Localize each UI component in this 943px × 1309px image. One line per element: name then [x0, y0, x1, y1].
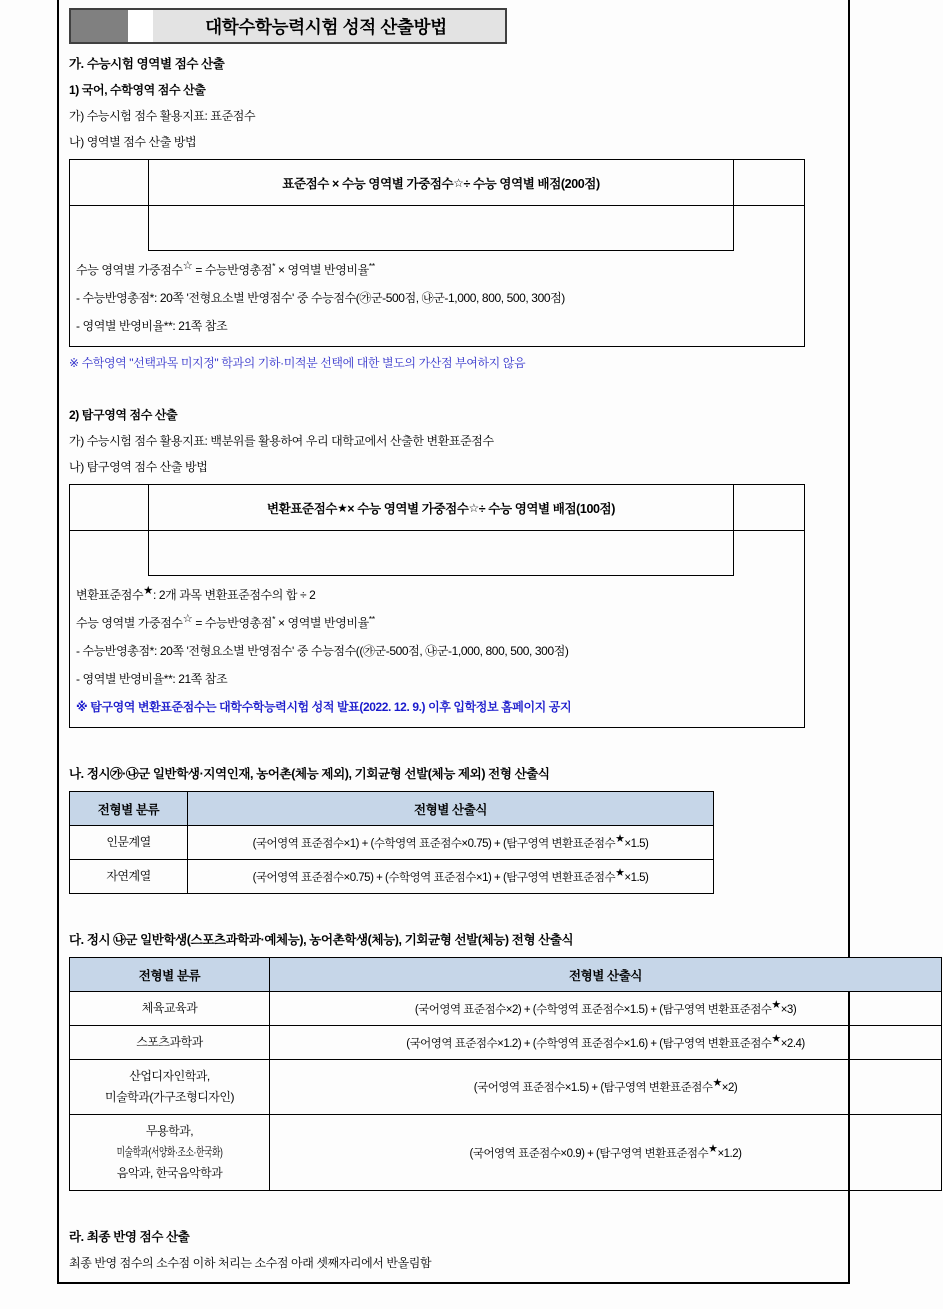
category-line: 산업디자인학과, — [129, 1069, 210, 1083]
table-section-b — [69, 791, 714, 894]
table-header-row — [70, 958, 942, 992]
formula-2-expression-post: ÷ 수능 영역별 배점(100점) — [478, 501, 615, 516]
document-content — [57, 0, 850, 1280]
formula-2-note-ratio: - 영역별 반영비율**: 21쪽 참조 — [76, 672, 228, 686]
formula-box-2-center-column — [149, 485, 734, 576]
formula-physical-education — [270, 992, 942, 1026]
formula-natural-sciences — [188, 860, 714, 894]
formula-box-1-right-cell-bottom — [734, 206, 804, 250]
formula-1-note-weighted-score — [76, 261, 798, 278]
formula-box-2-left-cell-bottom — [70, 531, 148, 575]
formula-box-2-left-column — [70, 485, 149, 576]
column-header-category: 전형별 분류 — [70, 792, 188, 826]
formula-box-1-grid — [70, 160, 804, 251]
formula-box-standard-score — [69, 159, 805, 347]
note-1-text-c: × 영역별 반영비율 — [275, 263, 369, 277]
formula-box-1-center-column — [149, 160, 734, 251]
note-0-text-a: 변환표준점수 — [76, 588, 144, 602]
formula-1-note-total-score: - 수능반영총점*: 20쪽 '전형요소별 반영점수' 중 수능점수(㉮군-500점, ㉯군-1,000, 800, 500, 300점) — [76, 291, 565, 305]
formula-2-expression-mid: × 수능 영역별 가중점수 — [347, 501, 469, 516]
double-asterisk-marker: ** — [368, 261, 375, 271]
formula-text-post: ×2.4) — [780, 1037, 805, 1050]
formula-design — [270, 1060, 942, 1115]
category-natural-sciences: 자연계열 — [70, 860, 188, 894]
formula-humanities — [188, 826, 714, 860]
note-2-text-a: 수능 영역별 가중점수 — [76, 616, 183, 630]
filled-star-icon: ★ — [615, 866, 625, 879]
page-title: 대학수학능력시험 성적 산출방법 — [205, 16, 447, 37]
converted-score-notice: ※ 탐구영역 변환표준점수는 대학수학능력시험 성적 발표(2022. 12. 9.) 이후 입학정보 홈페이지 공지 — [76, 700, 572, 714]
formula-text-pre: (국어영역 표준점수×1) + (수학영역 표준점수×0.75) + (탐구영역 변환표준점수 — [252, 837, 616, 850]
formula-box-2-notes — [70, 576, 804, 727]
heading-section-d: 라. 최종 반영 점수 산출 — [69, 1230, 190, 1244]
formula-box-2-grid — [70, 485, 804, 576]
document-title-banner — [69, 8, 507, 44]
formula-box-2-right-cell-top — [734, 485, 804, 531]
asterisk-marker: * — [272, 261, 276, 271]
sub1-method-line: 나) 영역별 점수 산출 방법 — [69, 135, 197, 149]
column-header-formula: 전형별 산출식 — [188, 792, 714, 826]
heading-section-c: 다. 정시 ㉯군 일반학생(스포츠과학과·예체능), 농어촌학생(체능), 기회균형 선발(체능) 전형 산출식 — [69, 933, 574, 947]
formula-box-1-center-cell-bottom — [149, 206, 733, 251]
formula-1-note-ratio: - 영역별 반영비율**: 21쪽 참조 — [76, 319, 228, 333]
heading-section-b: 나. 정시㉮·㉯군 일반학생·지역인재, 농어촌(체능 제외), 기회균형 선발(체능 제외) 전형 산출식 — [69, 767, 550, 781]
table-row — [70, 1115, 942, 1191]
formula-text-post: ×2) — [721, 1082, 738, 1094]
formula-1-expression-post: ÷ 수능 영역별 배점(200점) — [463, 176, 600, 191]
column-header-formula: 전형별 산출식 — [270, 958, 942, 992]
formula-text-pre: (국어영역 표준점수×0.75) + (수학영역 표준점수×1) + (탐구영역 변환표준점수 — [252, 871, 616, 884]
spacer — [69, 894, 838, 920]
category-line: 무용학과, — [145, 1124, 194, 1138]
formula-text-pre: (국어영역 표준점수×1.5) + (탐구영역 변환표준점수 — [473, 1082, 713, 1094]
title-color-swatch — [71, 10, 128, 42]
formula-text-post: ×1.2) — [717, 1147, 742, 1160]
category-line: 음악과, 한국음악학과 — [116, 1166, 223, 1180]
category-arts — [70, 1115, 270, 1191]
formula-arts — [270, 1115, 942, 1191]
category-design — [70, 1060, 270, 1115]
heading-section-a: 가. 수능시험 영역별 점수 산출 — [69, 57, 225, 71]
category-physical-education — [70, 992, 270, 1026]
sub2-method-line: 나) 탐구영역 점수 산출 방법 — [69, 460, 208, 474]
formula-2-note-total-score: - 수능반영총점*: 20쪽 '전형요소별 반영점수' 중 수능점수((㉮군-500점, ㉯군-1,000, 800, 500, 300점) — [76, 644, 569, 658]
hollow-star-icon: ☆ — [182, 613, 193, 625]
sub1-indicator-line: 가) 수능시험 점수 활용지표: 표준점수 — [69, 109, 256, 123]
formula-text-post: ×3) — [780, 1003, 797, 1016]
filled-star-icon: ★ — [708, 1142, 718, 1155]
spacer — [69, 371, 838, 397]
category-sports-science — [70, 1026, 270, 1060]
hollow-star-icon: ☆ — [182, 260, 193, 272]
final-score-rounding-text: 최종 반영 점수의 소수점 이하 처리는 소수점 아래 셋째자리에서 반올림함 — [69, 1256, 432, 1270]
table-section-c — [69, 957, 942, 1191]
filled-star-icon: ★ — [712, 1077, 722, 1090]
note-2-text-c: × 영역별 반영비율 — [275, 616, 369, 630]
note-1-text-a: 수능 영역별 가중점수 — [76, 263, 183, 277]
formula-text-pre: (국어영역 표준점수×0.9) + (탐구영역 변환표준점수 — [469, 1147, 709, 1160]
category-line-text: 미술학과(서양화·조소·한국화) — [116, 1145, 223, 1159]
table-row — [70, 1060, 942, 1115]
formula-2-expression-pre: 변환표준점수 — [267, 501, 338, 516]
formula-text-post: ×1.5) — [624, 871, 649, 884]
heading-sub-2: 2) 탐구영역 점수 산출 — [69, 408, 178, 422]
spacer — [69, 1191, 838, 1217]
spacer — [69, 728, 838, 754]
table-row — [70, 992, 942, 1026]
category-line-condensed — [72, 1142, 267, 1163]
asterisk-marker: * — [272, 614, 276, 624]
filled-star-icon: ★ — [615, 832, 625, 845]
note-1-text-b: = 수능반영총점 — [192, 263, 273, 277]
table-row — [70, 1026, 942, 1060]
heading-sub-1: 1) 국어, 수학영역 점수 산출 — [69, 83, 206, 97]
formula-box-1-right-column — [734, 160, 804, 251]
formula-box-converted-score — [69, 484, 805, 728]
formula-box-1-left-column — [70, 160, 149, 251]
table-row — [70, 860, 714, 894]
table-header-row — [70, 792, 714, 826]
category-humanities: 인문계열 — [70, 826, 188, 860]
formula-box-1-right-cell-top — [734, 160, 804, 206]
double-asterisk-marker: ** — [368, 614, 375, 624]
category-line: 체육교육과 — [141, 1001, 198, 1015]
formula-text-post: ×1.5) — [624, 837, 649, 850]
formula-box-1-left-cell-top — [70, 160, 148, 206]
filled-star-icon: ★ — [143, 585, 153, 597]
formula-box-2-right-column — [734, 485, 804, 576]
table-row — [70, 826, 714, 860]
category-line: 미술학과(가구조형디자인) — [104, 1090, 234, 1104]
formula-text-pre: (국어영역 표준점수×1.2) + (수학영역 표준점수×1.6) + (탐구영역 변환표준점수 — [406, 1037, 772, 1050]
category-line: 스포츠과학과 — [136, 1035, 203, 1049]
column-header-category: 전형별 분류 — [70, 958, 270, 992]
formula-box-2-center-cell-bottom — [149, 531, 733, 576]
math-elective-warning: ※ 수학영역 "선택과목 미지정" 학과의 기하·미적분 선택에 대한 별도의 가산점 부여하지 않음 — [69, 356, 526, 370]
formula-2-note-converted-definition — [76, 586, 798, 603]
note-2-text-b: = 수능반영총점 — [192, 616, 273, 630]
formula-text-pre: (국어영역 표준점수×2) + (수학영역 표준점수×1.5) + (탐구영역 변환표준점수 — [414, 1003, 772, 1016]
note-0-text-b: : 2개 과목 변환표준점수의 합 ÷ 2 — [152, 588, 316, 602]
formula-2-note-weighted-score — [76, 614, 798, 631]
filled-star-icon: ★ — [771, 1032, 781, 1045]
formula-box-1-notes — [70, 251, 804, 346]
formula-1-expression: 표준점수 × 수능 영역별 가중점수 ☆ ÷ 수능 영역별 배점(200점) — [149, 160, 733, 206]
sub2-indicator-line: 가) 수능시험 점수 활용지표: 백분위를 활용하여 우리 대학교에서 산출한 변환표준점수 — [69, 434, 494, 448]
formula-box-2-right-cell-bottom — [734, 531, 804, 575]
formula-sports-science — [270, 1026, 942, 1060]
formula-2-expression: 변환표준점수 ★ × 수능 영역별 가중점수 ☆ ÷ 수능 영역별 배점(100점) — [149, 485, 733, 531]
filled-star-icon: ★ — [771, 998, 781, 1011]
formula-box-1-left-cell-bottom — [70, 206, 148, 250]
title-spacer — [128, 10, 153, 42]
formula-1-expression-pre: 표준점수 × 수능 영역별 가중점수 — [282, 176, 454, 191]
formula-box-2-left-cell-top — [70, 485, 148, 531]
